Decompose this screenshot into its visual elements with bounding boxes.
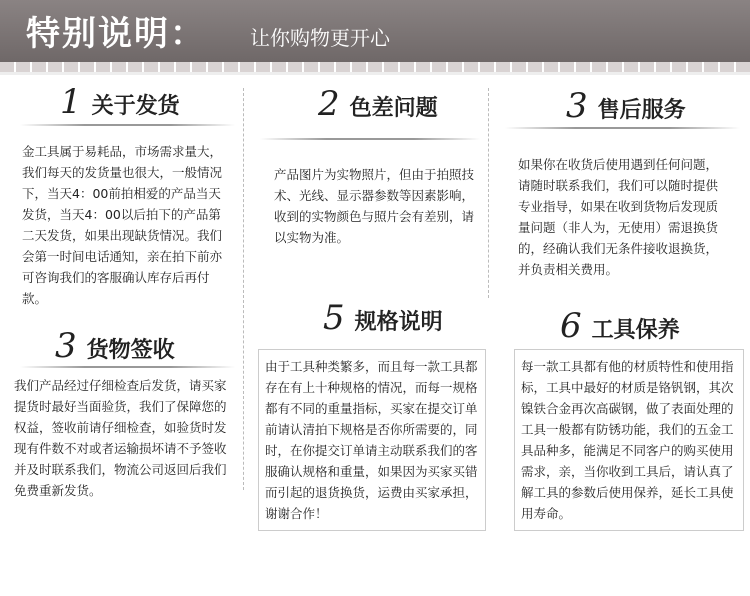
banner-subtitle: 让你购物更开心 bbox=[250, 26, 390, 50]
section-shipping-heading bbox=[60, 82, 180, 122]
heading-underline bbox=[20, 124, 235, 126]
section-title: 规格说明 bbox=[354, 310, 443, 335]
section-number: 3 bbox=[55, 326, 77, 366]
heading-underline bbox=[20, 366, 235, 368]
section-title: 关于发货 bbox=[91, 94, 180, 119]
banner-title: 特别说明： bbox=[26, 14, 206, 54]
section-number: 3 bbox=[566, 86, 588, 126]
section-care-heading bbox=[560, 306, 680, 346]
section-after-sales-text: 如果你在收货后使用遇到任何问题，请随时联系我们，我们可以随时提供专业指导，如果在收到货物后发现质量问题（非人为，无使用）需退换货的，经确认我们无条件接收退换货，并负责相关费用。 bbox=[518, 157, 719, 277]
heading-underline bbox=[260, 138, 480, 140]
section-title: 色差问题 bbox=[349, 96, 438, 121]
section-number: 2 bbox=[318, 84, 340, 124]
section-spec-text: 由于工具种类繁多，而且每一款工具都存在有上十种规格的情况，而每一规格都有不同的重量指标，买家在提交订单前请认清拍下规格是否你所需要的，同时，在你提交订单请主动联系我们的客服确认规格和重量，如果因为买家买错而引起的退货换货，运费由买家承担，谢谢合作！ bbox=[258, 349, 486, 531]
decorative-divider bbox=[0, 72, 750, 75]
section-spec-heading bbox=[323, 298, 443, 338]
section-number: 1 bbox=[60, 82, 82, 122]
header-banner bbox=[0, 0, 750, 62]
section-care-text: 每一款工具都有他的材质特性和使用指标，工具中最好的材质是铬钒钢，其次镍铁合金再次高碳钢，做了表面处理的工具一般都有防锈功能，我们的五金工具品种多，能满足不同客户的购买使用需求，亲，当你收到工具后，请认真了解工具的参数后使用保养，延长工具使用寿命。 bbox=[514, 349, 744, 531]
section-color-heading bbox=[318, 84, 438, 124]
section-receipt-text: 我们产品经过仔细检查后发货，请买家提货时最好当面验货，我们了保障您的权益，签收前请仔细检查，如验货时发现有件数不对或者运输损坏请不予签收并及时联系我们，物流公司返回后我们免费重新发货。 bbox=[14, 378, 227, 498]
section-title: 售后服务 bbox=[597, 98, 686, 123]
section-shipping-text: 金工具属于易耗品，市场需求量大，我们每天的发货量也很大，一般情况下，当天4：00前拍相爱的产品当天发货，当天4：00以后拍下的产品第二天发货，如果出现缺货情况。我们会第一时间电话通知，亲在拍下前亦可咨询我们的客服确认库存后再付款。 bbox=[22, 144, 223, 306]
heading-underline bbox=[505, 127, 740, 129]
section-receipt-heading bbox=[55, 326, 175, 366]
section-title: 工具保养 bbox=[591, 318, 680, 343]
column-divider-right bbox=[488, 88, 489, 298]
section-number: 6 bbox=[560, 306, 582, 346]
decorative-stripe bbox=[0, 62, 750, 72]
column-divider-bottom-left bbox=[243, 300, 244, 490]
section-title: 货物签收 bbox=[86, 338, 175, 363]
column-divider-left bbox=[243, 88, 244, 298]
section-color-text: 产品图片为实物照片，但由于拍照技术、光线、显示器参数等因素影响，收到的实物颜色与照片会有差别，请以实物为准。 bbox=[274, 167, 475, 245]
section-number: 5 bbox=[323, 298, 345, 338]
section-after-sales-heading bbox=[566, 86, 686, 126]
